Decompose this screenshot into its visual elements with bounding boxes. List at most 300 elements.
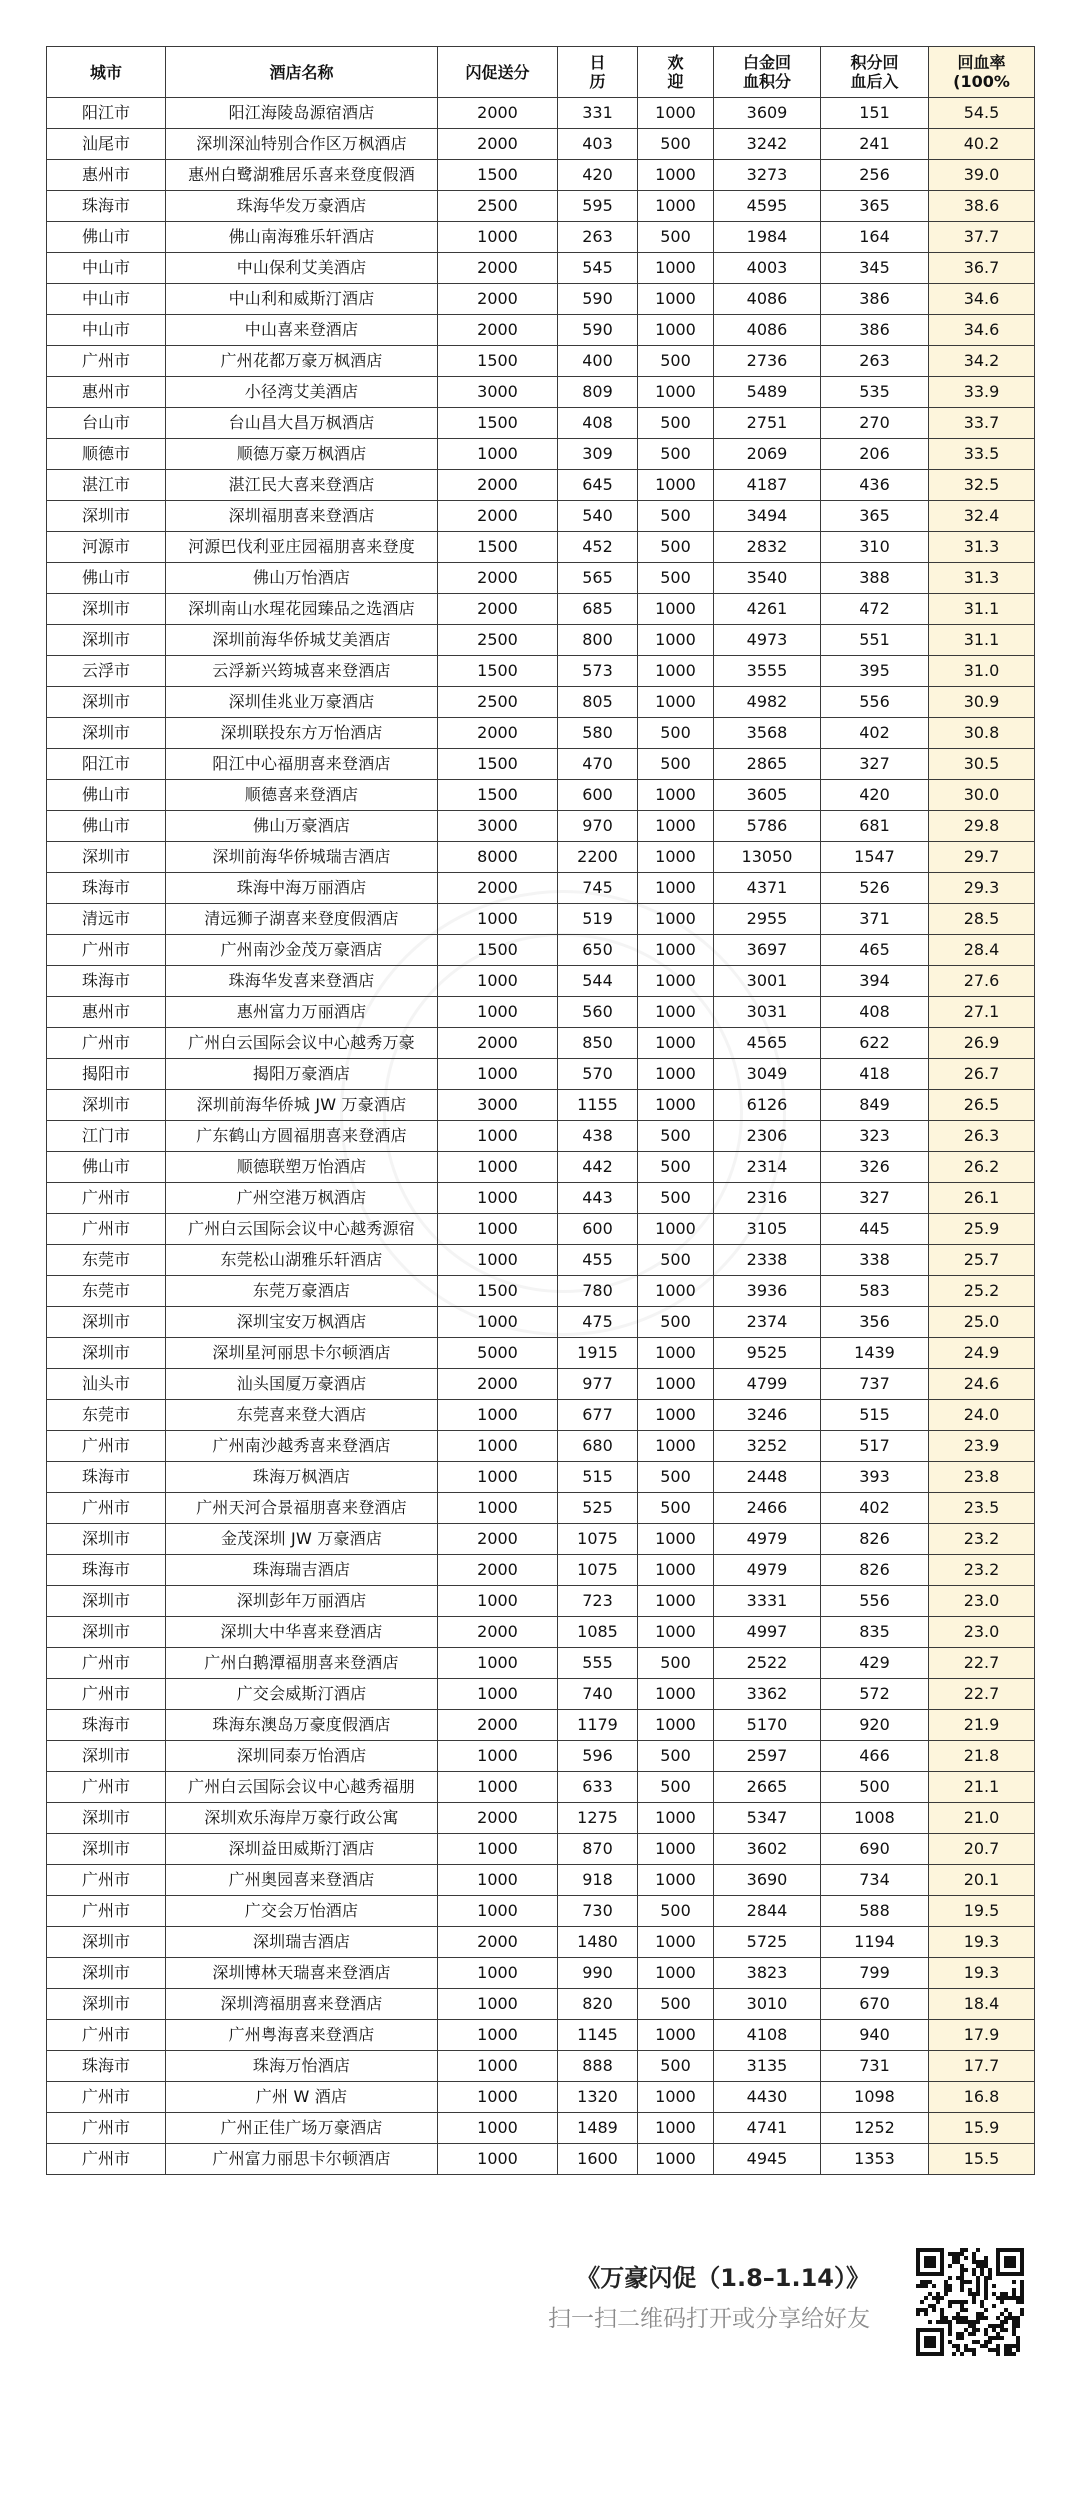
cell-calendar: 1489 xyxy=(558,2113,638,2144)
cell-calendar: 918 xyxy=(558,1865,638,1896)
table-row xyxy=(47,1028,1035,1059)
cell-calendar: 515 xyxy=(558,1462,638,1493)
cell-city: 深圳市 xyxy=(47,718,166,749)
cell-rate: 38.6 xyxy=(929,191,1035,222)
cell-platinum-points: 3252 xyxy=(714,1431,821,1462)
cell-flash-points: 1000 xyxy=(438,1152,558,1183)
cell-welcome: 1000 xyxy=(638,656,714,687)
cell-flash-points: 1000 xyxy=(438,966,558,997)
cell-welcome: 1000 xyxy=(638,1679,714,1710)
table-row xyxy=(47,2082,1035,2113)
cell-welcome: 1000 xyxy=(638,1090,714,1121)
table-row xyxy=(47,501,1035,532)
cell-city: 东莞市 xyxy=(47,1276,166,1307)
cell-city: 广州市 xyxy=(47,1183,166,1214)
cell-city: 中山市 xyxy=(47,253,166,284)
table-row xyxy=(47,346,1035,377)
cell-welcome: 1000 xyxy=(638,377,714,408)
cell-platinum-points: 2865 xyxy=(714,749,821,780)
cell-calendar: 970 xyxy=(558,811,638,842)
cell-flash-points: 2000 xyxy=(438,1927,558,1958)
cell-calendar: 870 xyxy=(558,1834,638,1865)
cell-flash-points: 2000 xyxy=(438,253,558,284)
table-row xyxy=(47,1090,1035,1121)
cell-rate: 26.2 xyxy=(929,1152,1035,1183)
cell-net-points: 535 xyxy=(821,377,929,408)
cell-hotel: 顺德万豪万枫酒店 xyxy=(166,439,438,470)
cell-hotel: 深圳欢乐海岸万豪行政公寓 xyxy=(166,1803,438,1834)
cell-welcome: 1000 xyxy=(638,1555,714,1586)
cell-hotel: 深圳佳兆业万豪酒店 xyxy=(166,687,438,718)
cell-flash-points: 2000 xyxy=(438,1028,558,1059)
cell-welcome: 1000 xyxy=(638,1059,714,1090)
cell-net-points: 1547 xyxy=(821,842,929,873)
cell-platinum-points: 3010 xyxy=(714,1989,821,2020)
hotel-points-table xyxy=(46,46,1035,2175)
cell-calendar: 680 xyxy=(558,1431,638,1462)
cell-welcome: 500 xyxy=(638,1121,714,1152)
cell-welcome: 500 xyxy=(638,439,714,470)
cell-platinum-points: 4086 xyxy=(714,315,821,346)
cell-city: 惠州市 xyxy=(47,377,166,408)
cell-city: 东莞市 xyxy=(47,1245,166,1276)
cell-rate: 26.5 xyxy=(929,1090,1035,1121)
cell-platinum-points: 2316 xyxy=(714,1183,821,1214)
table-row xyxy=(47,594,1035,625)
cell-rate: 20.1 xyxy=(929,1865,1035,1896)
cell-platinum-points: 3494 xyxy=(714,501,821,532)
cell-hotel: 惠州富力万丽酒店 xyxy=(166,997,438,1028)
cell-city: 清远市 xyxy=(47,904,166,935)
cell-rate: 23.5 xyxy=(929,1493,1035,1524)
cell-calendar: 745 xyxy=(558,873,638,904)
cell-rate: 37.7 xyxy=(929,222,1035,253)
table-row xyxy=(47,997,1035,1028)
cell-net-points: 345 xyxy=(821,253,929,284)
cell-hotel: 深圳宝安万枫酒店 xyxy=(166,1307,438,1338)
cell-platinum-points: 2832 xyxy=(714,532,821,563)
cell-platinum-points: 5347 xyxy=(714,1803,821,1834)
cell-calendar: 685 xyxy=(558,594,638,625)
cell-welcome: 1000 xyxy=(638,1803,714,1834)
header-hotel-name: 酒店名称 xyxy=(166,47,438,98)
cell-platinum-points: 2466 xyxy=(714,1493,821,1524)
table-row xyxy=(47,1059,1035,1090)
cell-rate: 40.2 xyxy=(929,129,1035,160)
cell-net-points: 588 xyxy=(821,1896,929,1927)
cell-rate: 24.0 xyxy=(929,1400,1035,1431)
cell-platinum-points: 4261 xyxy=(714,594,821,625)
table-row xyxy=(47,1710,1035,1741)
cell-platinum-points: 2955 xyxy=(714,904,821,935)
cell-hotel: 清远狮子湖喜来登度假酒店 xyxy=(166,904,438,935)
cell-flash-points: 1000 xyxy=(438,1896,558,1927)
cell-rate: 23.8 xyxy=(929,1462,1035,1493)
cell-city: 顺德市 xyxy=(47,439,166,470)
cell-calendar: 1085 xyxy=(558,1617,638,1648)
cell-net-points: 1194 xyxy=(821,1927,929,1958)
cell-welcome: 1000 xyxy=(638,873,714,904)
cell-platinum-points: 3823 xyxy=(714,1958,821,1989)
cell-city: 惠州市 xyxy=(47,997,166,1028)
cell-net-points: 310 xyxy=(821,532,929,563)
cell-calendar: 455 xyxy=(558,1245,638,1276)
table-row xyxy=(47,1834,1035,1865)
cell-net-points: 472 xyxy=(821,594,929,625)
cell-calendar: 1275 xyxy=(558,1803,638,1834)
cell-welcome: 1000 xyxy=(638,470,714,501)
cell-flash-points: 1000 xyxy=(438,1865,558,1896)
cell-city: 汕头市 xyxy=(47,1369,166,1400)
cell-net-points: 526 xyxy=(821,873,929,904)
cell-calendar: 443 xyxy=(558,1183,638,1214)
cell-hotel: 云浮新兴筠城喜来登酒店 xyxy=(166,656,438,687)
cell-hotel: 广交会万怡酒店 xyxy=(166,1896,438,1927)
cell-rate: 29.7 xyxy=(929,842,1035,873)
table-row xyxy=(47,98,1035,129)
cell-city: 佛山市 xyxy=(47,811,166,842)
cell-flash-points: 1000 xyxy=(438,1648,558,1679)
cell-net-points: 466 xyxy=(821,1741,929,1772)
cell-hotel: 惠州白鹭湖雅居乐喜来登度假酒 xyxy=(166,160,438,191)
cell-rate: 31.3 xyxy=(929,532,1035,563)
cell-net-points: 583 xyxy=(821,1276,929,1307)
cell-platinum-points: 3697 xyxy=(714,935,821,966)
cell-platinum-points: 2751 xyxy=(714,408,821,439)
cell-flash-points: 2500 xyxy=(438,687,558,718)
cell-flash-points: 1000 xyxy=(438,2051,558,2082)
table-row xyxy=(47,2144,1035,2175)
cell-hotel: 中山保利艾美酒店 xyxy=(166,253,438,284)
cell-platinum-points: 4799 xyxy=(714,1369,821,1400)
table-body xyxy=(47,98,1035,2175)
cell-city: 广州市 xyxy=(47,2113,166,2144)
cell-calendar: 600 xyxy=(558,1214,638,1245)
header-welcome: 欢 迎 xyxy=(638,47,714,98)
cell-hotel: 珠海东澳岛万豪度假酒店 xyxy=(166,1710,438,1741)
cell-flash-points: 1000 xyxy=(438,1214,558,1245)
cell-flash-points: 1500 xyxy=(438,1276,558,1307)
cell-rate: 30.9 xyxy=(929,687,1035,718)
cell-rate: 25.0 xyxy=(929,1307,1035,1338)
cell-city: 珠海市 xyxy=(47,1710,166,1741)
cell-platinum-points: 2448 xyxy=(714,1462,821,1493)
cell-rate: 39.0 xyxy=(929,160,1035,191)
cell-rate: 31.3 xyxy=(929,563,1035,594)
table-header-row xyxy=(47,47,1035,98)
cell-city: 深圳市 xyxy=(47,1958,166,1989)
cell-welcome: 500 xyxy=(638,1648,714,1679)
cell-welcome: 500 xyxy=(638,1183,714,1214)
cell-welcome: 1000 xyxy=(638,1617,714,1648)
cell-flash-points: 1000 xyxy=(438,1772,558,1803)
cell-rate: 32.4 xyxy=(929,501,1035,532)
cell-rate: 34.2 xyxy=(929,346,1035,377)
cell-city: 湛江市 xyxy=(47,470,166,501)
cell-net-points: 517 xyxy=(821,1431,929,1462)
cell-flash-points: 1500 xyxy=(438,408,558,439)
cell-city: 广州市 xyxy=(47,1648,166,1679)
cell-platinum-points: 2069 xyxy=(714,439,821,470)
cell-welcome: 1000 xyxy=(638,315,714,346)
cell-city: 深圳市 xyxy=(47,842,166,873)
cell-platinum-points: 2306 xyxy=(714,1121,821,1152)
cell-city: 河源市 xyxy=(47,532,166,563)
cell-hotel: 湛江民大喜来登酒店 xyxy=(166,470,438,501)
cell-flash-points: 1000 xyxy=(438,1834,558,1865)
cell-platinum-points: 4945 xyxy=(714,2144,821,2175)
cell-welcome: 1000 xyxy=(638,284,714,315)
table-row xyxy=(47,2113,1035,2144)
cell-rate: 23.2 xyxy=(929,1524,1035,1555)
cell-flash-points: 1000 xyxy=(438,1245,558,1276)
cell-welcome: 500 xyxy=(638,1896,714,1927)
cell-calendar: 2200 xyxy=(558,842,638,873)
cell-net-points: 338 xyxy=(821,1245,929,1276)
cell-net-points: 408 xyxy=(821,997,929,1028)
cell-city: 广州市 xyxy=(47,935,166,966)
cell-net-points: 386 xyxy=(821,284,929,315)
cell-calendar: 309 xyxy=(558,439,638,470)
cell-flash-points: 2500 xyxy=(438,191,558,222)
cell-platinum-points: 3690 xyxy=(714,1865,821,1896)
cell-platinum-points: 4979 xyxy=(714,1524,821,1555)
cell-flash-points: 1000 xyxy=(438,2082,558,2113)
header-flash-points: 闪促送分 xyxy=(438,47,558,98)
cell-welcome: 1000 xyxy=(638,687,714,718)
cell-platinum-points: 3602 xyxy=(714,1834,821,1865)
cell-net-points: 326 xyxy=(821,1152,929,1183)
cell-welcome: 500 xyxy=(638,1307,714,1338)
cell-net-points: 1252 xyxy=(821,2113,929,2144)
cell-hotel: 珠海瑞吉酒店 xyxy=(166,1555,438,1586)
cell-net-points: 429 xyxy=(821,1648,929,1679)
table-row xyxy=(47,563,1035,594)
cell-net-points: 690 xyxy=(821,1834,929,1865)
cell-calendar: 400 xyxy=(558,346,638,377)
cell-hotel: 广州白云国际会议中心越秀万豪 xyxy=(166,1028,438,1059)
cell-net-points: 256 xyxy=(821,160,929,191)
cell-net-points: 356 xyxy=(821,1307,929,1338)
cell-flash-points: 2000 xyxy=(438,1617,558,1648)
cell-city: 深圳市 xyxy=(47,1989,166,2020)
cell-flash-points: 1000 xyxy=(438,1400,558,1431)
cell-welcome: 1000 xyxy=(638,780,714,811)
cell-welcome: 1000 xyxy=(638,935,714,966)
cell-platinum-points: 4086 xyxy=(714,284,821,315)
cell-flash-points: 1500 xyxy=(438,656,558,687)
cell-rate: 34.6 xyxy=(929,315,1035,346)
cell-platinum-points: 4187 xyxy=(714,470,821,501)
cell-rate: 30.0 xyxy=(929,780,1035,811)
cell-rate: 18.4 xyxy=(929,1989,1035,2020)
cell-hotel: 深圳南山水瑆花园臻品之选酒店 xyxy=(166,594,438,625)
cell-calendar: 1155 xyxy=(558,1090,638,1121)
cell-flash-points: 1000 xyxy=(438,1121,558,1152)
cell-rate: 30.8 xyxy=(929,718,1035,749)
cell-welcome: 1000 xyxy=(638,160,714,191)
cell-rate: 54.5 xyxy=(929,98,1035,129)
footer-title: 《万豪闪促（1.8–1.14）》 xyxy=(576,2264,870,2292)
cell-welcome: 1000 xyxy=(638,1214,714,1245)
cell-calendar: 730 xyxy=(558,1896,638,1927)
cell-city: 台山市 xyxy=(47,408,166,439)
cell-hotel: 东莞喜来登大酒店 xyxy=(166,1400,438,1431)
cell-rate: 23.9 xyxy=(929,1431,1035,1462)
table-row xyxy=(47,284,1035,315)
cell-welcome: 1000 xyxy=(638,997,714,1028)
cell-city: 广州市 xyxy=(47,1772,166,1803)
cell-city: 广州市 xyxy=(47,1865,166,1896)
cell-platinum-points: 2374 xyxy=(714,1307,821,1338)
cell-flash-points: 2000 xyxy=(438,1369,558,1400)
cell-rate: 19.5 xyxy=(929,1896,1035,1927)
cell-platinum-points: 3105 xyxy=(714,1214,821,1245)
cell-calendar: 645 xyxy=(558,470,638,501)
cell-calendar: 452 xyxy=(558,532,638,563)
cell-flash-points: 1000 xyxy=(438,1989,558,2020)
cell-flash-points: 1500 xyxy=(438,780,558,811)
cell-flash-points: 1000 xyxy=(438,904,558,935)
table-row xyxy=(47,1431,1035,1462)
cell-rate: 31.0 xyxy=(929,656,1035,687)
table-row xyxy=(47,1183,1035,1214)
cell-platinum-points: 4741 xyxy=(714,2113,821,2144)
points-table-container xyxy=(46,46,1034,2175)
cell-net-points: 365 xyxy=(821,191,929,222)
cell-flash-points: 1000 xyxy=(438,1679,558,1710)
cell-net-points: 241 xyxy=(821,129,929,160)
cell-net-points: 1353 xyxy=(821,2144,929,2175)
cell-rate: 23.0 xyxy=(929,1617,1035,1648)
cell-hotel: 广州奥园喜来登酒店 xyxy=(166,1865,438,1896)
cell-city: 深圳市 xyxy=(47,1338,166,1369)
cell-platinum-points: 3605 xyxy=(714,780,821,811)
table-row xyxy=(47,1152,1035,1183)
cell-hotel: 阳江中心福朋喜来登酒店 xyxy=(166,749,438,780)
cell-calendar: 1075 xyxy=(558,1524,638,1555)
table-row xyxy=(47,1989,1035,2020)
table-row xyxy=(47,1338,1035,1369)
cell-calendar: 977 xyxy=(558,1369,638,1400)
cell-platinum-points: 4979 xyxy=(714,1555,821,1586)
cell-rate: 24.9 xyxy=(929,1338,1035,1369)
cell-rate: 33.7 xyxy=(929,408,1035,439)
table-row xyxy=(47,1276,1035,1307)
cell-platinum-points: 2844 xyxy=(714,1896,821,1927)
cell-platinum-points: 3049 xyxy=(714,1059,821,1090)
cell-flash-points: 1000 xyxy=(438,2020,558,2051)
table-row xyxy=(47,1679,1035,1710)
cell-net-points: 622 xyxy=(821,1028,929,1059)
table-row xyxy=(47,1741,1035,1772)
cell-city: 揭阳市 xyxy=(47,1059,166,1090)
cell-flash-points: 1000 xyxy=(438,222,558,253)
cell-rate: 21.1 xyxy=(929,1772,1035,1803)
cell-platinum-points: 3568 xyxy=(714,718,821,749)
cell-hotel: 阳江海陵岛源宿酒店 xyxy=(166,98,438,129)
cell-hotel: 广州天河合景福朋喜来登酒店 xyxy=(166,1493,438,1524)
cell-net-points: 731 xyxy=(821,2051,929,2082)
cell-hotel: 东莞万豪酒店 xyxy=(166,1276,438,1307)
table-row xyxy=(47,904,1035,935)
cell-net-points: 799 xyxy=(821,1958,929,1989)
cell-flash-points: 2000 xyxy=(438,1710,558,1741)
table-row xyxy=(47,1865,1035,1896)
cell-platinum-points: 1984 xyxy=(714,222,821,253)
cell-city: 深圳市 xyxy=(47,1927,166,1958)
table-row xyxy=(47,842,1035,873)
cell-net-points: 371 xyxy=(821,904,929,935)
table-row xyxy=(47,780,1035,811)
cell-hotel: 深圳联投东方万怡酒店 xyxy=(166,718,438,749)
cell-flash-points: 2500 xyxy=(438,625,558,656)
cell-calendar: 408 xyxy=(558,408,638,439)
cell-platinum-points: 2314 xyxy=(714,1152,821,1183)
cell-welcome: 1000 xyxy=(638,966,714,997)
cell-flash-points: 2000 xyxy=(438,718,558,749)
cell-flash-points: 3000 xyxy=(438,811,558,842)
cell-calendar: 1915 xyxy=(558,1338,638,1369)
cell-rate: 32.5 xyxy=(929,470,1035,501)
qr-code-icon[interactable] xyxy=(916,2248,1024,2356)
cell-welcome: 500 xyxy=(638,1772,714,1803)
cell-hotel: 珠海中海万丽酒店 xyxy=(166,873,438,904)
cell-platinum-points: 3246 xyxy=(714,1400,821,1431)
cell-platinum-points: 9525 xyxy=(714,1338,821,1369)
cell-rate: 22.7 xyxy=(929,1679,1035,1710)
table-row xyxy=(47,2020,1035,2051)
cell-platinum-points: 3555 xyxy=(714,656,821,687)
cell-welcome: 1000 xyxy=(638,1958,714,1989)
cell-calendar: 1179 xyxy=(558,1710,638,1741)
cell-welcome: 1000 xyxy=(638,191,714,222)
cell-net-points: 681 xyxy=(821,811,929,842)
header-net-points: 积分回 血后入 xyxy=(821,47,929,98)
cell-hotel: 佛山万豪酒店 xyxy=(166,811,438,842)
cell-city: 珠海市 xyxy=(47,1555,166,1586)
cell-hotel: 中山喜来登酒店 xyxy=(166,315,438,346)
cell-net-points: 151 xyxy=(821,98,929,129)
cell-rate: 27.1 xyxy=(929,997,1035,1028)
cell-flash-points: 1000 xyxy=(438,1059,558,1090)
cell-net-points: 849 xyxy=(821,1090,929,1121)
cell-calendar: 470 xyxy=(558,749,638,780)
cell-calendar: 888 xyxy=(558,2051,638,2082)
cell-calendar: 580 xyxy=(558,718,638,749)
cell-welcome: 1000 xyxy=(638,811,714,842)
cell-calendar: 438 xyxy=(558,1121,638,1152)
cell-flash-points: 1000 xyxy=(438,1183,558,1214)
cell-hotel: 深圳博林天瑞喜来登酒店 xyxy=(166,1958,438,1989)
cell-hotel: 深圳前海华侨城瑞吉酒店 xyxy=(166,842,438,873)
cell-rate: 17.9 xyxy=(929,2020,1035,2051)
cell-calendar: 800 xyxy=(558,625,638,656)
cell-platinum-points: 3362 xyxy=(714,1679,821,1710)
table-row xyxy=(47,935,1035,966)
cell-hotel: 广州花都万豪万枫酒店 xyxy=(166,346,438,377)
cell-flash-points: 2000 xyxy=(438,284,558,315)
cell-calendar: 475 xyxy=(558,1307,638,1338)
cell-flash-points: 2000 xyxy=(438,129,558,160)
cell-welcome: 1000 xyxy=(638,1710,714,1741)
cell-city: 深圳市 xyxy=(47,687,166,718)
cell-rate: 16.8 xyxy=(929,2082,1035,2113)
cell-platinum-points: 3273 xyxy=(714,160,821,191)
cell-net-points: 395 xyxy=(821,656,929,687)
cell-welcome: 1000 xyxy=(638,1431,714,1462)
cell-flash-points: 1000 xyxy=(438,1741,558,1772)
